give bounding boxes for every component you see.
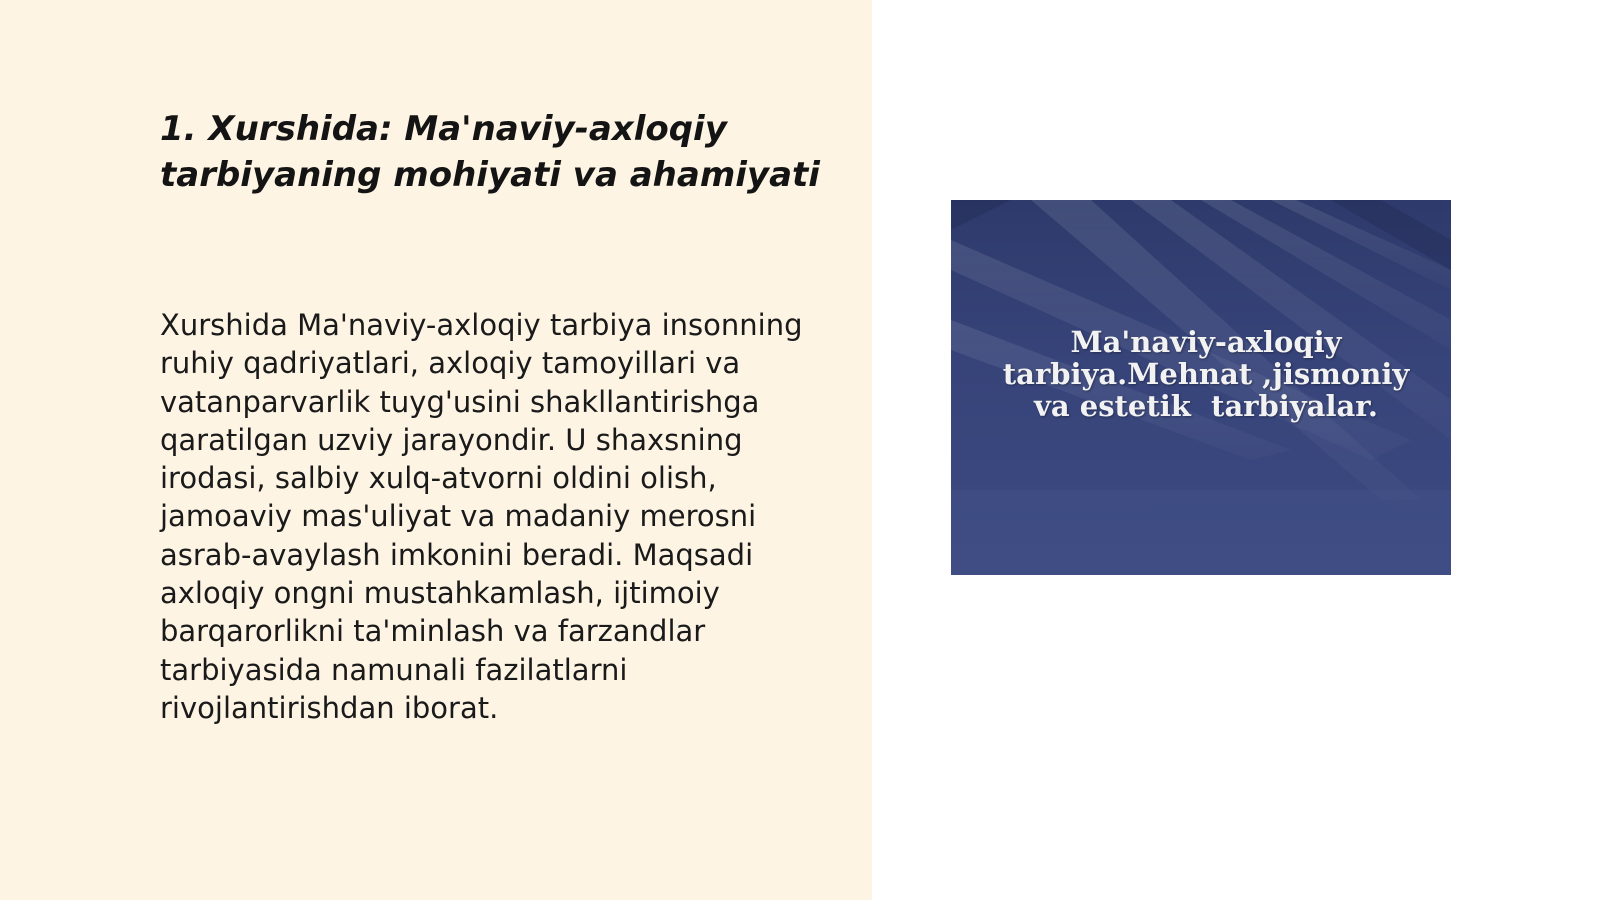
image-caption: Ma'naviy-axloqiy tarbiya.Mehnat ,jismoniy va estetik tarbiyalar. <box>1002 325 1420 423</box>
slide-title: 1. Xurshida: Ma'naviy-axloqiy tarbiyaning mohiyati va ahamiyati <box>160 109 820 195</box>
slide-image <box>951 200 1451 575</box>
slide-body-text: Xurshida Ma'naviy-axloqiy tarbiya insonning ruhiy qadriyatlari, axloqiy tamoyillari va vatanparvarlik tuyg'usini shakllantirishga qaratilgan uzviy jarayondir. U shaxsning irodasi, salbiy xulq-atvorni oldini olish, jamoaviy mas'uliyat va madaniy merosni asrab-avaylash imkonini beradi. Maqsadi axloqiy ongni mustahkamlash, ijtimoiy barqarorlikni ta'minlash va farzandlar tarbiyasida namunali fazilatlarni rivojlantirishdan iborat. <box>160 308 803 725</box>
